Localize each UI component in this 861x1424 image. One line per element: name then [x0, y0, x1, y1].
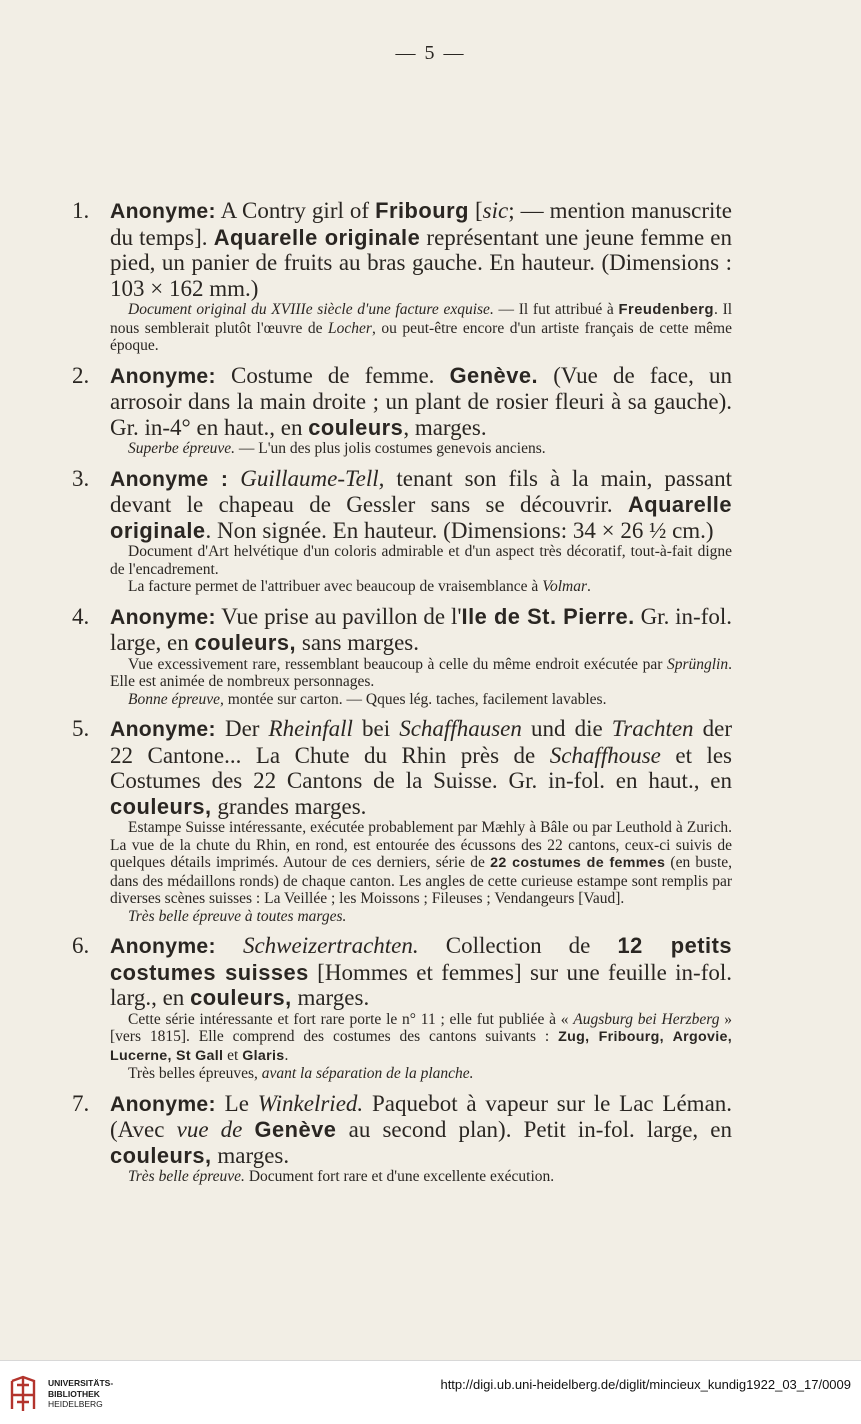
entry-number: 1.	[72, 198, 90, 223]
entry-description: Anonyme: Der Rheinfall bei Schaffhausen und die Trachten der 22 Cantone... La Chute du Rhin près de Schaffhouse et les Costumes des 22 Cantons de la Suisse. Gr. in-fol. en haut., en couleurs, grandes marges.	[110, 716, 733, 819]
catalogue-entry	[72, 198, 732, 355]
author-name: Anonyme:	[110, 364, 216, 388]
entry-number: 4.	[72, 603, 90, 629]
entry-note: Bonne épreuve, montée sur carton. — Qques lég. taches, facilement lavables.	[128, 690, 607, 708]
entry-note: Document d'Art helvétique d'un coloris admirable et d'un aspect très décoratif, tout-à-fait digne de l'encadrement.	[110, 543, 732, 578]
entry-number: 3.	[72, 465, 90, 491]
entry-note: Très belles épreuves, avant la séparation de la planche.	[128, 1065, 474, 1082]
catalogue-entry	[72, 363, 732, 458]
entry-description: Anonyme: Costume de femme. Genève. (Vue de face, un arrosoir dans la main droite ; un plant de rosier fleuri à sa gauche). Gr. in-4° en haut., en couleurs, marges.	[110, 362, 733, 440]
author-name: Anonyme:	[110, 1092, 216, 1116]
permalink-url[interactable]: http://digi.ub.uni-heidelberg.de/diglit/mincieux_kundig1922_03_17/0009	[440, 1377, 851, 1392]
entry-note: Très belle épreuve à toutes marges.	[128, 907, 347, 925]
library-logo-icon[interactable]	[8, 1375, 38, 1413]
author-name: Anonyme:	[110, 605, 216, 629]
entry-description: Anonyme : Guillaume-Tell, tenant son fils à la main, passant devant le chapeau de Gessler sans se découvrir. Aquarelle originale. Non signée. En hauteur. (Dimensions: 34 × 26 ½ cm.)	[110, 465, 733, 543]
entry-number: 2.	[72, 362, 90, 388]
entry-number: 6.	[72, 933, 90, 958]
author-name: Anonyme :	[110, 467, 229, 491]
entry-number: 7.	[72, 1090, 90, 1116]
catalogue-entry	[72, 1091, 732, 1186]
entry-note: La facture permet de l'attribuer avec beaucoup de vraisemblance à Volmar.	[128, 578, 591, 595]
entry-note: Estampe Suisse intéressante, exécutée probablement par Mæhly à Bâle ou par Leuthold à Zurich. La vue de la chute du Rhin, en rond, est entourée des écussons des 22 cantons, ceux-ci suivis de quelques détails imprimés. Autour de ces derniers, série de 22 costumes de femmes (en buste, dans des médaillons ronds) de chaque canton. Les angles de cette curieuse estampe sont remplis par diverses scènes suisses : La Veillée ; les Moissons ; Fileuses ; Vendangeurs [Vaud].	[110, 819, 733, 907]
library-logo-text: UNIVERSITÄTS- BIBLIOTHEK HEIDELBERG	[48, 1378, 114, 1409]
entry-description: Anonyme: Vue prise au pavillon de l'Ile de St. Pierre. Gr. in-fol. large, en couleurs, sans marges.	[110, 603, 733, 655]
catalogue-entries	[72, 198, 732, 1194]
entry-note: Cette série intéressante et fort rare porte le n° 11 ; elle fut publiée à « Augsburg bei Herzberg » [vers 1815]. Elle comprend des costumes des cantons suivants : Zug, Fribourg, Argovie, Lucerne, St Gall et Glaris.	[110, 1010, 733, 1064]
author-name: Anonyme:	[110, 718, 216, 741]
catalogue-entry	[72, 466, 732, 596]
entry-note: Très belle épreuve. Document fort rare et d'une excellente exécution.	[128, 1168, 555, 1185]
entry-number: 5.	[72, 716, 90, 741]
page-number: — 5 —	[395, 42, 466, 64]
catalogue-entry	[72, 716, 732, 925]
author-name: Anonyme:	[110, 935, 216, 958]
entry-description: Anonyme: Le Winkelried. Paquebot à vapeur sur le Lac Léman. (Avec vue de Genève au second plan). Petit in-fol. large, en couleurs, marges.	[110, 1090, 733, 1168]
entry-note: Vue excessivement rare, ressemblant beaucoup à celle du même endroit exécutée par Sprünglin. Elle est animée de nombreux personnages.	[110, 655, 732, 690]
entry-description: Anonyme: A Contry girl of Fribourg [sic; — mention manuscrite du temps]. Aquarelle originale représentant une jeune femme en pied, un panier de fruits au bras gauche. En hauteur. (Dimensions : 103 × 162 mm.)	[110, 198, 733, 301]
digitization-footer	[0, 1360, 861, 1424]
entry-note: Document original du XVIIIe siècle d'une facture exquise. — Il fut attribué à Freudenberg. Il nous semblerait plutôt l'œuvre de Locher, ou peut-être encore d'un artiste français de cette même époque.	[110, 301, 733, 354]
entry-note: Superbe épreuve. — L'un des plus jolis costumes genevois anciens.	[128, 440, 546, 457]
catalogue-entry	[72, 604, 732, 709]
author-name: Anonyme:	[110, 200, 216, 223]
catalogue-entry	[72, 933, 732, 1083]
entry-description: Anonyme: Schweizertrachten. Collection de 12 petits costumes suisses [Hommes et femmes] sur une feuille in-fol. larg., en couleurs, marges.	[110, 933, 733, 1010]
